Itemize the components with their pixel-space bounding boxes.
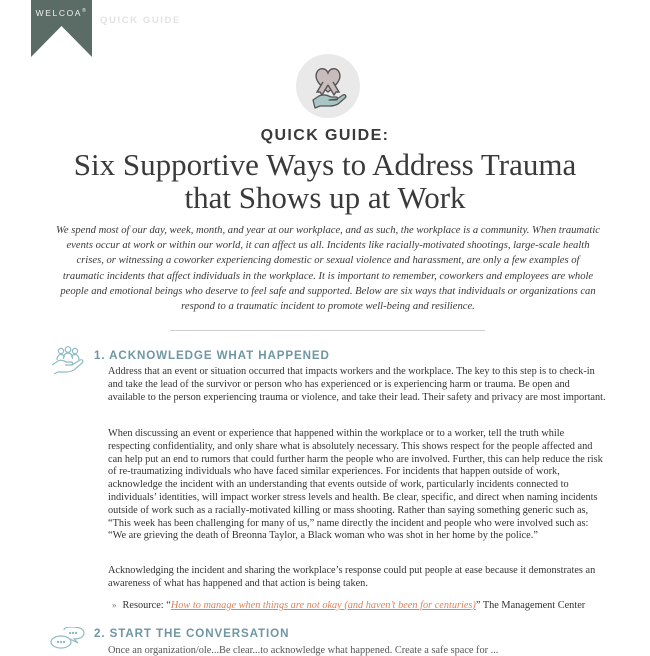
section-2-paragraph-partial: Once an organization/ole...Be clear...to acknowledge what happened. Create a safe space for ...	[108, 645, 499, 656]
intro-paragraph: We spend most of our day, week, month, and year at our workplace, and as such, the workplace is a community. When traumatic events occur at work or within our world, it can affect us all. Incidents like racially-motivated shootings, large-scale health crises, or witnessing a coworker experiencing domestic or sexual violence and harassment, are only a few examples of traumatic incidents that affect individuals in the workplace. It is important to remember, coworkers and employees are whole people and emotional beings who deserve to feel safe and supported. Below are six ways that individuals or organizations can respond to a traumatic incident to promote well-being and resilience.	[56, 225, 600, 313]
section-1-paragraph-1: Address that an event or situation occurred that impacts workers and the workplace. The key to this step is to check-in and take the lead of the survivor or person who has experienced or is experiencing harm or trauma. Be open and available to the person experiencing trauma or violence, and take their lead. Their safety and privacy are most important.	[108, 366, 606, 403]
resource-item	[112, 600, 612, 611]
section-heading-start-conversation: 2. START THE CONVERSATION	[94, 627, 290, 640]
section-1-paragraph-3: Acknowledging the incident and sharing the workplace’s response could put people at ease because it demonstrates an awareness of what has happened and that action is being taken.	[108, 565, 596, 589]
section-1-paragraph-2: When discussing an event or experience that happened within the workplace or to a worker, tell the truth while respecting confidentiality, and only share what is absolutely necessary. This shows respect for the people affected and can help put an end to rumors that could further harm the people who are involved. Further, this can help reduce the risk of re-traumatizing individuals who have faced similar experiences. For incidents that happen outside of work, acknowledge the incident with an understanding that events outside of work, particularly incidents connected to individuals’ identities, will impact worker stress levels and health. Be clear, specific, and direct when naming incidents outside of work such as a racially-motivated killing or mass shooting. Rather than saying something generic such as, “This week has been challenging for many of us,” name directly the incident and people who were involved such as: “We are grieving the death of Breonna Taylor, a Black woman who was shot in her home by the police.”	[108, 428, 603, 542]
ribbon-heart-hand-icon	[296, 54, 360, 118]
title-line-1: Six Supportive Ways to Address Trauma	[73, 147, 577, 182]
logo-text: WELCOA®	[35, 8, 88, 18]
resource-source: ” The Management Center	[475, 600, 586, 611]
chat-bubbles-icon	[50, 627, 86, 656]
welcoa-logo-ribbon	[31, 0, 92, 57]
guide-kicker: QUICK GUIDE:	[260, 127, 390, 144]
bullet-icon: »	[112, 600, 117, 610]
resource-label: Resource: “	[122, 600, 171, 611]
section-divider	[170, 330, 485, 331]
hand-holding-people-icon	[50, 345, 86, 380]
title-line-2: that Shows up at Work	[184, 180, 466, 215]
page-title	[0, 148, 650, 214]
resource-link[interactable]: How to manage when things are not okay (and haven’t been for centuries)	[170, 600, 476, 611]
section-heading-acknowledge: 1. ACKNOWLEDGE WHAT HAPPENED	[94, 349, 330, 362]
header-label: QUICK GUIDE	[100, 15, 181, 26]
